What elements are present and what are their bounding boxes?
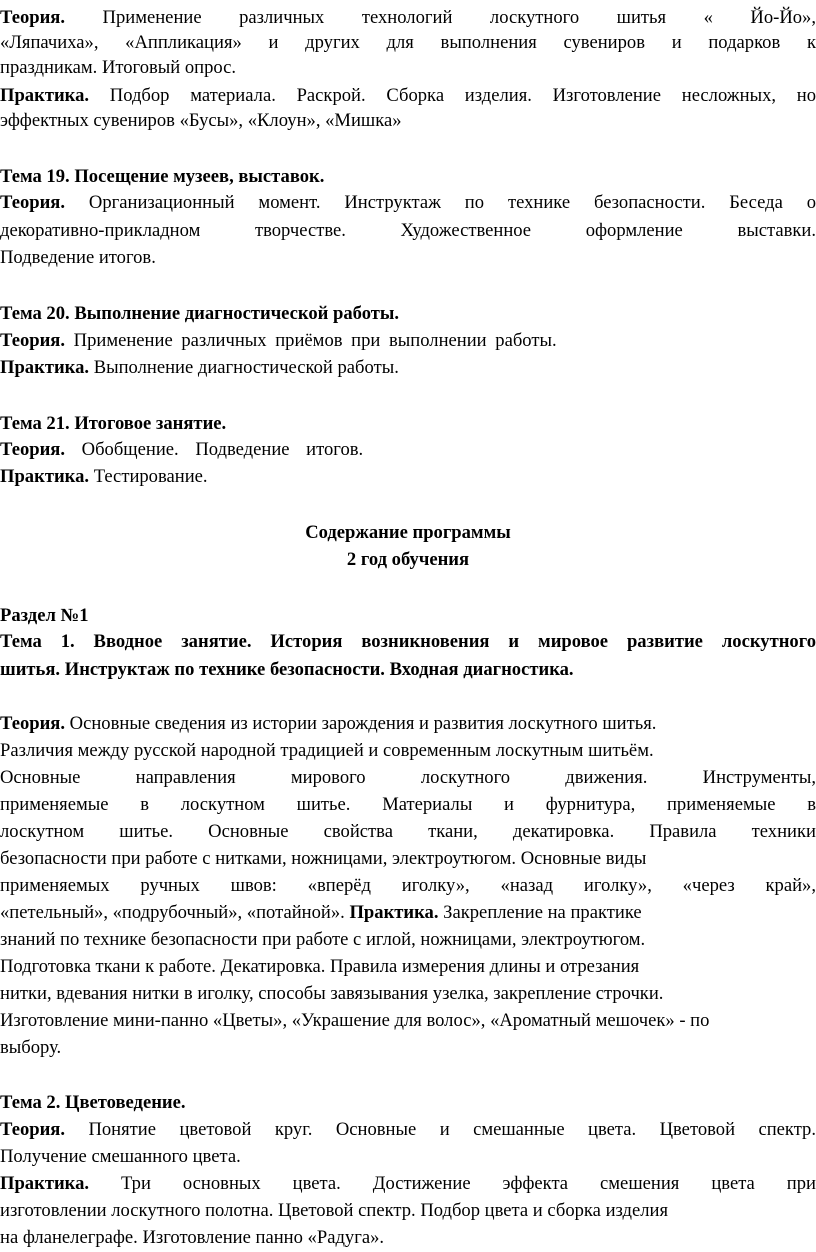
text-line: Практика. Подбор материала. Раскрой. Сборка изделия. Изготовление несложных, но [0,85,816,106]
topic-heading: Тема 1. Вводное занятие. История возникновения и мировое развитие лоскутного [0,631,816,652]
theory-label: Теория. [0,439,66,460]
topic-heading: Тема 21. Итоговое занятие. [0,413,227,434]
text-line: выбору. [0,1037,62,1058]
topic-heading: Тема 20. Выполнение диагностической работы. [0,303,400,324]
practice-label: Практика. [349,902,439,923]
text-line: нитки, вдевания нитки в иголку, способы завязывания узелка, закрепление строчки. [0,983,664,1004]
text-line: на фланелеграфе. Изготовление панно «Радуга». [0,1227,385,1248]
text-line: Практика. Выполнение диагностической работы. [0,357,399,378]
text-line: Теория. Понятие цветовой круг. Основные и смешанные цвета. Цветовой спектр. [0,1119,816,1140]
practice-label: Практика. [0,357,90,378]
theory-label: Теория. [0,1119,66,1140]
text-line: изготовлении лоскутного полотна. Цветовой спектр. Подбор цвета и сборка изделия [0,1200,669,1221]
theory-label: Теория. [0,192,66,213]
text-line: знаний по технике безопасности при работе с иглой, ножницами, электроутюгом. [0,929,646,950]
topic-heading: шитья. Инструктаж по технике безопасности. Входная диагностика. [0,659,574,680]
text-line: безопасности при работе с нитками, ножницами, электроутюгом. Основные виды [0,848,647,869]
topic-heading: Тема 19. Посещение музеев, выставок. [0,166,325,187]
theory-label: Теория. [0,713,66,734]
text-line: Подведение итогов. [0,247,156,268]
text-line: «петельный», «подрубочный», «потайной». Практика. Закрепление на практике [0,902,642,923]
topic-heading: Тема 2. Цветоведение. [0,1092,186,1113]
text-line: декоративно-прикладном творчестве. Художественное оформление выставки. [0,220,816,241]
text-line: Теория. Обобщение. Подведение итогов. [0,439,364,460]
section-subtitle: 2 год обучения [346,549,470,570]
theory-label: Теория. [0,330,66,351]
practice-label: Практика. [0,466,90,487]
section-heading: Раздел №1 [0,605,89,626]
text-line: праздникам. Итоговый опрос. [0,57,237,78]
text-line: Различия между русской народной традицией и современным лоскутным шитьём. [0,740,654,761]
text-line: Теория. Основные сведения из истории зарождения и развития лоскутного шитья. [0,713,657,734]
text-line: применяемых ручных швов: «вперёд иголку», «назад иголку», «через край», [0,875,816,896]
text-line: Практика. Тестирование. [0,466,208,487]
theory-label: Теория. [0,7,66,28]
text-line: применяемые в лоскутном шитье. Материалы и фурнитура, применяемые в [0,794,816,815]
text-line: лоскутном шитье. Основные свойства ткани, декатировка. Правила техники [0,821,816,842]
text-line: Теория. Организационный момент. Инструктаж по технике безопасности. Беседа о [0,192,816,213]
text-line: Практика. Три основных цвета. Достижение эффекта смешения цвета при [0,1173,816,1194]
practice-label: Практика. [0,1173,90,1194]
practice-label: Практика. [0,85,90,106]
text-line: Получение смешанного цвета. [0,1146,241,1167]
text-line: Теория. Применение различных технологий лоскутного шитья « Йо-Йо», [0,7,816,28]
text-line: Теория. Применение различных приёмов при выполнении работы. [0,330,557,351]
text-line: эффектных сувениров «Бусы», «Клоун», «Мишка» [0,110,402,131]
text-line: Изготовление мини-панно «Цветы», «Украшение для волос», «Ароматный мешочек» - по [0,1010,710,1031]
text-line: Основные направления мирового лоскутного движения. Инструменты, [0,767,816,788]
text-line: «Ляпачиха», «Аппликация» и других для выполнения сувениров и подарков к [0,32,816,53]
text-line: Подготовка ткани к работе. Декатировка. Правила измерения длины и отрезания [0,956,640,977]
section-title: Содержание программы [305,522,511,543]
